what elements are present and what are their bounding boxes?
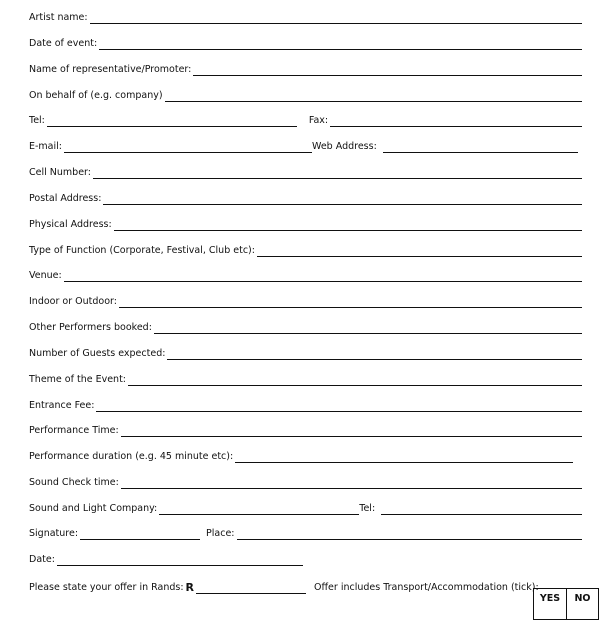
theme-field[interactable]	[128, 375, 582, 386]
other-performers-row	[29, 320, 582, 334]
place-field[interactable]	[237, 529, 583, 540]
web-address-label: Web Address:	[312, 141, 377, 152]
venue-label: Venue:	[29, 270, 62, 281]
on-behalf-row	[29, 88, 582, 102]
email-field[interactable]	[64, 142, 312, 153]
cell-number-row	[29, 165, 582, 179]
function-type-label: Type of Function (Corporate, Festival, Club etc):	[29, 245, 255, 256]
indoor-outdoor-field[interactable]	[119, 297, 582, 308]
yes-cell[interactable]: YES	[539, 593, 561, 604]
sound-light-tel-field[interactable]	[381, 504, 582, 515]
postal-address-label: Postal Address:	[29, 193, 102, 204]
guests-field[interactable]	[167, 349, 582, 360]
email-label: E-mail:	[29, 141, 62, 152]
sound-check-row	[29, 475, 582, 489]
place-label: Place:	[206, 528, 235, 539]
physical-address-field[interactable]	[114, 220, 582, 231]
theme-row	[29, 372, 582, 386]
representative-row	[29, 62, 582, 76]
venue-field[interactable]	[64, 271, 582, 282]
date-of-event-field[interactable]	[99, 39, 582, 50]
guests-row	[29, 346, 582, 360]
performance-duration-row	[29, 449, 573, 463]
date-of-event-row	[29, 36, 582, 50]
physical-address-label: Physical Address:	[29, 219, 112, 230]
theme-label: Theme of the Event:	[29, 374, 126, 385]
fax-label: Fax:	[308, 115, 329, 126]
guests-label: Number of Guests expected:	[29, 348, 166, 359]
performance-time-row	[29, 423, 582, 437]
sound-light-label: Sound and Light Company:	[29, 503, 158, 514]
performance-duration-field[interactable]	[235, 452, 573, 463]
physical-address-row	[29, 217, 582, 231]
performance-time-field[interactable]	[121, 426, 582, 437]
sound-check-label: Sound Check time:	[29, 477, 119, 488]
signature-field[interactable]	[80, 529, 200, 540]
yes-no-box	[533, 588, 599, 620]
no-cell[interactable]: NO	[566, 589, 598, 619]
indoor-outdoor-row	[29, 294, 582, 308]
artist-name-field[interactable]	[90, 13, 582, 24]
cell-number-field[interactable]	[93, 168, 582, 179]
email-web-row	[29, 139, 578, 153]
sound-light-tel-label: Tel:	[359, 503, 376, 514]
offer-label: Please state your offer in Rands:	[29, 582, 184, 593]
sound-check-field[interactable]	[121, 478, 582, 489]
web-address-field[interactable]	[383, 142, 578, 153]
includes-label: Offer includes Transport/Accommodation (tick):	[314, 582, 539, 593]
entrance-fee-row	[29, 398, 582, 412]
sound-light-row	[29, 501, 582, 515]
performance-time-label: Performance Time:	[29, 425, 119, 436]
fax-field[interactable]	[330, 116, 582, 127]
artist-name-label: Artist name:	[29, 12, 88, 23]
date-row	[29, 552, 303, 566]
postal-address-row	[29, 191, 582, 205]
on-behalf-label: On behalf of (e.g. company)	[29, 90, 163, 101]
cell-number-label: Cell Number:	[29, 167, 91, 178]
artist-name-row	[29, 10, 582, 24]
offer-row	[29, 580, 539, 594]
representative-label: Name of representative/Promoter:	[29, 64, 192, 75]
indoor-outdoor-label: Indoor or Outdoor:	[29, 296, 117, 307]
representative-field[interactable]	[193, 65, 582, 76]
offer-field[interactable]	[196, 583, 306, 594]
date-field[interactable]	[57, 555, 303, 566]
entrance-fee-field[interactable]	[96, 401, 582, 412]
postal-address-field[interactable]	[103, 194, 582, 205]
entrance-fee-label: Entrance Fee:	[29, 400, 95, 411]
signature-label: Signature:	[29, 528, 79, 539]
date-label: Date:	[29, 554, 55, 565]
on-behalf-field[interactable]	[165, 91, 582, 102]
tel-field[interactable]	[47, 116, 297, 127]
other-performers-field[interactable]	[154, 323, 582, 334]
date-of-event-label: Date of event:	[29, 38, 98, 49]
performance-duration-label: Performance duration (e.g. 45 minute etc):	[29, 451, 234, 462]
offer-currency: R	[185, 581, 195, 594]
tel-label: Tel:	[29, 115, 45, 126]
signature-place-row	[29, 526, 582, 540]
venue-row	[29, 268, 582, 282]
function-type-field[interactable]	[257, 246, 582, 257]
sound-light-field[interactable]	[159, 504, 359, 515]
tel-fax-row	[29, 113, 582, 127]
other-performers-label: Other Performers booked:	[29, 322, 152, 333]
function-type-row	[29, 243, 582, 257]
